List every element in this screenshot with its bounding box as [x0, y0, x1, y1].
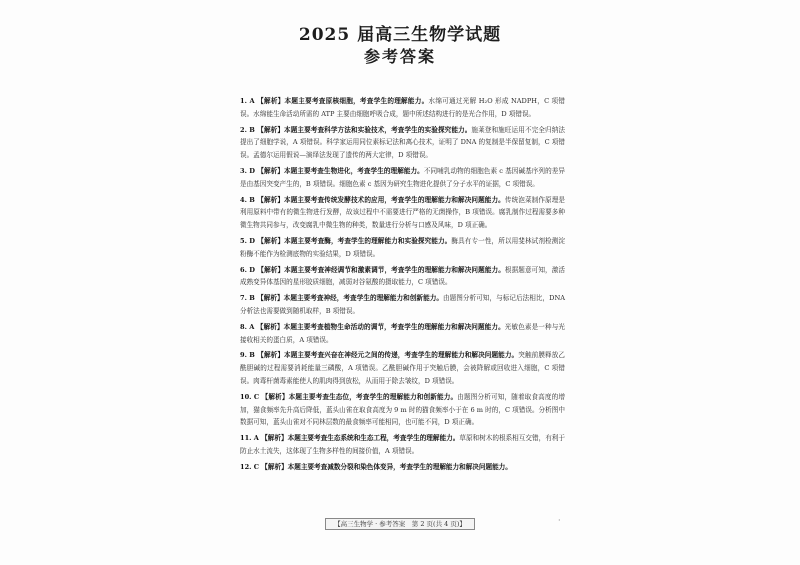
answer-lead: 7. B 【解析】本题主要考查神经，考查学生的理解能力和创新能力。: [240, 294, 443, 303]
footer-label: 【高三生物学 · 参考答案 第 2 页(共 4 页)】: [325, 518, 475, 530]
answer-item: [240, 124, 565, 162]
answer-body: 光敏色素是一种与光接收相关的蛋白质，A 项错误。: [240, 322, 566, 344]
answer-body: 施莱登和施旺运用不完全归纳法提出了细胞学说，A 项错误。科学家运用同位素标记法和离心技术，证明了 DNA 的复制是半保留复制，C 项错误。孟德尔运用假说—演绎法发现了遗传的两大定律，D 项错误。: [240, 125, 566, 160]
answer-item: [240, 391, 565, 429]
answer-lead: 2. B 【解析】本题主要考查科学方法和实验技术，考查学生的实验探究能力。: [240, 125, 472, 134]
answer-item: [240, 349, 565, 387]
answer-item: [240, 264, 565, 290]
document-title: 2025 届高三生物学试题: [298, 25, 502, 45]
answer-body: 根据题意可知，激活成熟变异体基因的星形胶质细胞，减弱对谷氨酸的摄取能力，C 项错误。: [240, 265, 565, 287]
answer-item: [240, 95, 565, 121]
answer-lead: 6. D 【解析】本题主要考查神经调节和激素调节，考查学生的理解能力和解决问题能力。: [240, 265, 505, 274]
answer-body: 不同哺乳动物的细胞色素 c 基因碱基序列的差异是由基因突变产生的，B 项错误。细胞色素 c 基因为研究生物进化提供了分子水平的证据，C 项错误。: [240, 166, 565, 188]
answer-item: [240, 432, 565, 458]
answer-body: 水绵可通过光解 H₂O 形成 NADPH，C 项错误。水绵能生命活动所需的 ATP 主要由细胞呼吸合成，题中所述结构进行的是光合作用，D 项错误。: [240, 97, 565, 118]
answer-item: [240, 292, 565, 318]
document-subtitle: 参考答案: [363, 47, 436, 66]
answer-lead: 5. D 【解析】本题主要考查酶，考查学生的理解能力和实验探究能力。: [240, 236, 452, 245]
answer-item: [240, 235, 565, 261]
answer-lead: 1. A 【解析】本题主要考查原核细胞，考查学生的理解能力。: [240, 97, 429, 105]
page-footer: [0, 519, 800, 528]
answer-lead: 9. B 【解析】本题主要考查兴奋在神经元之间的传递，考查学生的理解能力和解决问题能力。: [240, 351, 519, 360]
answer-body: 突触前膜释放乙酰胆碱的过程需要消耗能量三磷酸，A 项错误。乙酰胆碱作用于突触后膜，会被降解或回收进入细胞，C 项错误。肉毒杆菌毒素能使人的肌肉得到放松，从而用于除去皱纹，D 项错误。: [240, 351, 565, 385]
corner-mark: ·: [558, 516, 561, 525]
answer-lead: 4. B 【解析】本题主要考查传统发酵技术的应用，考查学生的理解能力和解决问题能力。: [240, 195, 505, 204]
answer-item: [240, 461, 565, 474]
answer-body: 草原和树木的根系相互交错，有利于防止水土流失，这体现了生物多样性的间接价值，A 项错误。: [240, 434, 566, 455]
answer-item: [240, 194, 565, 232]
answer-body: 酶具有专一性，所以用斐林试剂检测淀粉酶不能作为检测底物的实验结果，D 项错误。: [240, 236, 565, 258]
answer-body: 由题图分析可知，与标记后法相比，DNA 分析法也需要做到随机取样，B 项错误。: [240, 294, 565, 315]
answer-lead: 3. D 【解析】本题主要考查生物进化，考查学生的理解能力。: [240, 166, 424, 175]
answer-item: [240, 321, 565, 347]
answer-lead: 8. A 【解析】本题主要考查植物生命活动的调节，考查学生的理解能力和解决问题能力。: [240, 322, 505, 331]
answer-lead: 12. C 【解析】本题主要考查减数分裂和染色体变异，考查学生的理解能力和解决问题能力。: [240, 462, 512, 471]
answer-body: 传统泡菜制作原理是利用原料中带有的微生物进行发酵，故该过程中不需要进行严格的无菌操作，B 项错误。腐乳制作过程需要多种微生物共同参与，改变腐乳中微生物的种类，数量进行分析与口感及风味，D 项正确。: [240, 195, 566, 230]
answer-body: 由题图分析可知，随着取食高度的增加，猫食频率先升高后降低，蓝头山雀在取食高度为 9 m 时的猫食频率小于在 6 m 时的，C 项错误。分析图中数据可知，蓝头山雀对不同林层数的最食频率可能相同，也可能不同，D 项正确。: [240, 392, 566, 427]
answer-item: [240, 165, 565, 191]
answer-list: [240, 95, 565, 477]
answer-lead: 10. C 【解析】本题主要考查生态位，考查学生的理解能力和创新能力。: [240, 392, 458, 401]
answer-lead: 11. A 【解析】本题主要考查生态系统和生态工程，考查学生的理解能力。: [240, 434, 460, 443]
